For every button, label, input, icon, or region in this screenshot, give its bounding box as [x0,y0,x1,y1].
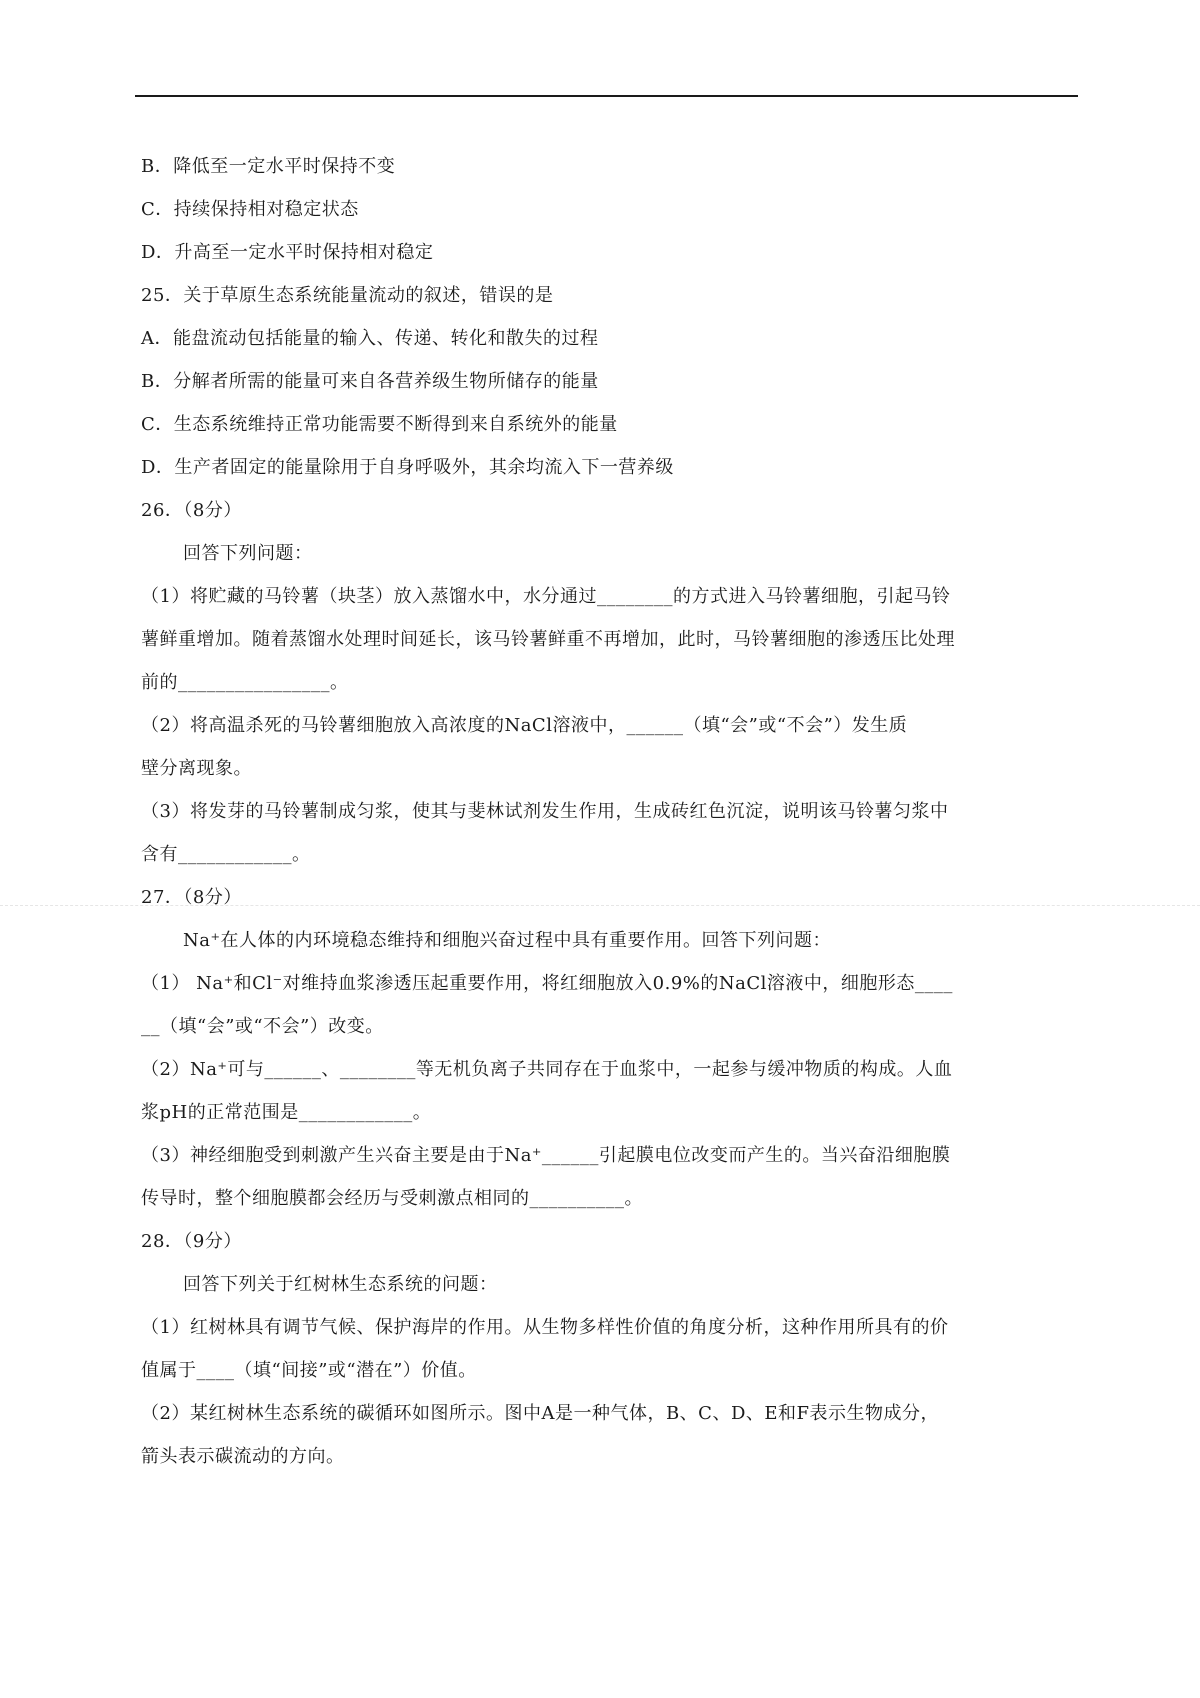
q25-option-a: A．能盘流动包括能量的输入、传递、转化和散失的过程 [141,328,599,349]
q26-part3-line2: 含有____________。 [141,844,311,865]
q27-heading: 27．（8分） [141,887,242,908]
q28-part2-line2: 箭头表示碳流动的方向。 [141,1446,345,1467]
q27-part2-line2: 浆pH的正常范围是____________。 [141,1102,432,1123]
q27-part1-line1: （1） Na⁺和Cl⁻对维持血浆渗透压起重要作用，将红细胞放入0.9%的NaCl溶液中，细胞形态____ [141,973,953,994]
q25-stem: 25．关于草原生态系统能量流动的叙述，错误的是 [141,285,554,306]
q26-part2-line1: （2）将高温杀死的马铃薯细胞放入高浓度的NaCl溶液中，______（填“会”或“不会”）发生质 [141,715,908,736]
q26-part1-line1: （1）将贮藏的马铃薯（块茎）放入蒸馏水中，水分通过________的方式进入马铃薯细胞，引起马铃 [141,586,951,607]
q27-part2-line1: （2）Na⁺可与______、________等无机负离子共同存在于血浆中，一起参与缓冲物质的构成。人血 [141,1059,953,1080]
header-rule [135,95,1078,97]
q27-part3-line1: （3）神经细胞受到刺激产生兴奋主要是由于Na⁺______引起膜电位改变而产生的。当兴奋沿细胞膜 [141,1145,951,1166]
q25-option-c: C．生态系统维持正常功能需要不断得到来自系统外的能量 [141,414,618,435]
q28-intro: 回答下列关于红树林生态系统的问题： [183,1274,498,1295]
q26-part3-line1: （3）将发芽的马铃薯制成匀浆，使其与斐林试剂发生作用，生成砖红色沉淀，说明该马铃薯匀浆中 [141,801,949,822]
q27-part3-line2: 传导时，整个细胞膜都会经历与受刺激点相同的__________。 [141,1188,643,1209]
q25-option-d: D．生产者固定的能量除用于自身呼吸外，其余均流入下一营养级 [141,457,674,478]
q28-heading: 28．（9分） [141,1231,242,1252]
q26-part2-line2: 壁分离现象。 [141,758,252,779]
q26-part1-line2: 薯鲜重增加。随着蒸馏水处理时间延长，该马铃薯鲜重不再增加，此时，马铃薯细胞的渗透压比处理 [141,629,955,650]
q26-intro: 回答下列问题： [183,543,313,564]
q28-part1-line2: 值属于____（填“间接”或“潜在”）价值。 [141,1360,477,1381]
q24-option-c: C．持续保持相对稳定状态 [141,199,359,220]
q28-part1-line1: （1）红树林具有调节气候、保护海岸的作用。从生物多样性价值的角度分析，这种作用所具有的价 [141,1317,949,1338]
q26-heading: 26．（8分） [141,500,242,521]
q26-part1-line3: 前的________________。 [141,672,349,693]
q25-option-b: B．分解者所需的能量可来自各营养级生物所储存的能量 [141,371,599,392]
q24-option-b: B．降低至一定水平时保持不变 [141,156,396,177]
q24-option-d: D．升高至一定水平时保持相对稳定 [141,242,434,263]
q27-intro: Na⁺在人体的内环境稳态维持和细胞兴奋过程中具有重要作用。回答下列问题： [183,930,831,951]
q27-part1-line2: __（填“会”或“不会”）改变。 [141,1016,384,1037]
q28-part2-line1: （2）某红树林生态系统的碳循环如图所示。图中A是一种气体，B、C、D、E和F表示生物成分， [141,1403,940,1424]
